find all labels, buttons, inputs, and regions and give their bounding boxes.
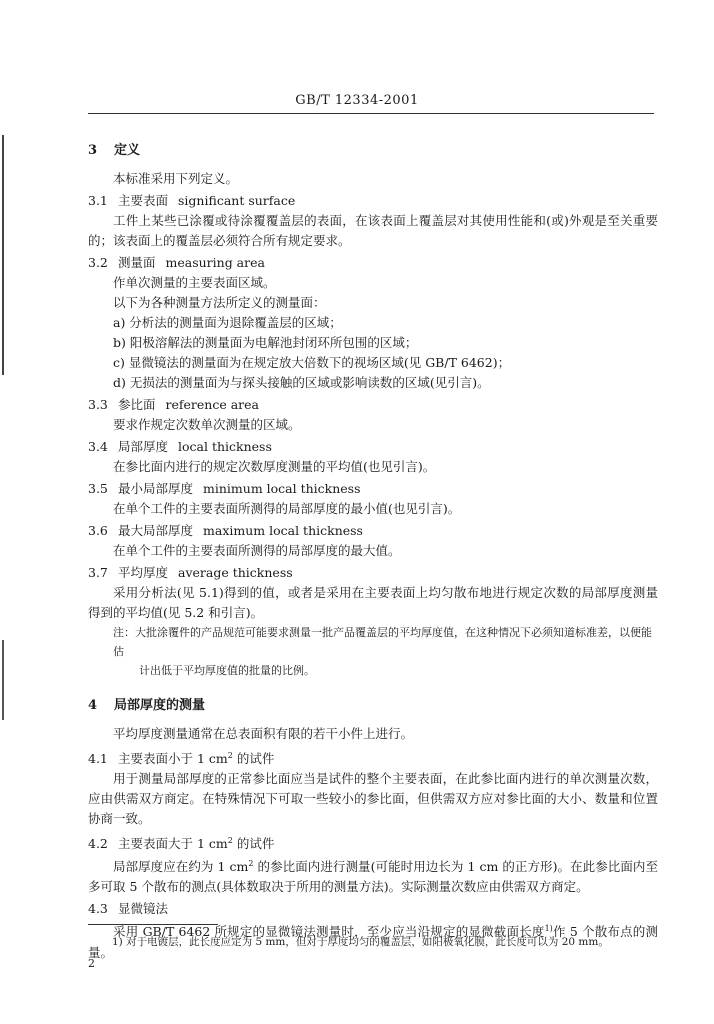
footnote-rule — [88, 924, 218, 925]
subsection-heading: 4.3 显微镜法 — [88, 901, 169, 917]
scan-edge-mark — [2, 640, 4, 720]
paragraph: 局部厚度应在约为 1 $cm^2$ 的参比面内进行测量(可能时用边长为 1 cm 的正方形)。在此参比面内至多可取 5 个散布的测点(具体数取决于所用的测量方法)。实际测量次数应由供需双方商定。 — [88, 859, 658, 895]
list-item: d) 无损法的测量面为与探头接触的区域或影响读数的区域(见引言)。 — [113, 375, 490, 390]
paragraph: 以下为各种测量方法所定义的测量面： — [113, 295, 326, 310]
subsection-heading: 4.2 主要表面大于 1 $cm^2$ 的试件 — [88, 836, 275, 852]
paragraph: 作单次测量的主要表面区域。 — [113, 275, 276, 290]
definition-heading: 3.7 平均厚度 average thickness — [88, 565, 293, 580]
definition-heading: 3.4 局部厚度 local thickness — [88, 439, 272, 454]
paragraph: 采用分析法(见 5.1)得到的值，或者是采用在主要表面上均匀散布地进行规定次数的局部厚度测量得到的平均值(见 5.2 和引言)。 — [88, 585, 658, 620]
list-item: b) 阳极溶解法的测量面为电解池封闭环所包围的区域； — [113, 335, 418, 350]
paragraph: 用于测量局部厚度的正常参比面应当是试件的整个主要表面，在此参比面内进行的单次测量次数，应由供需双方商定。在特殊情况下可取一些较小的参比面，但供需双方应对参比面的大小、数量和位置协商一致。 — [88, 771, 658, 827]
definition-heading: 3.2 测量面 measuring area — [88, 255, 265, 270]
note-label: 注： — [113, 626, 135, 639]
definition-heading: 3.5 最小局部厚度 minimum local thickness — [88, 481, 361, 496]
page-number: 2 — [88, 957, 95, 970]
paragraph: 本标准采用下列定义。 — [113, 171, 239, 186]
note: 注：大批涂覆件的产品规范可能要求测量一批产品覆盖层的平均厚度值，在这种情况下必须知道标准差，以便能估 计出低于平均厚度值的批量的比例。 — [113, 626, 652, 677]
scan-edge-mark — [2, 135, 4, 375]
document-body — [88, 135, 658, 963]
paragraph: 采用 GB/T 6462 所规定的显微镜法测量时，至少应当沿规定的显微截面长度$^{1)}$作 5 个散布点的测量。 — [88, 924, 658, 960]
paragraph: 平均厚度测量通常在总表面积有限的若干小件上进行。 — [113, 726, 414, 741]
page-header: GB/T 12334-2001 — [295, 93, 419, 108]
footnote-ref: 1) — [544, 924, 553, 934]
list-item: c) 显微镜法的测量面为在规定放大倍数下的视场区域(见 GB/T 6462)； — [113, 355, 511, 370]
paragraph: 在参比面内进行的规定次数厚度测量的平均值(也见引言)。 — [113, 459, 436, 474]
subsection-heading: 4.1 主要表面小于 1 $cm^2$ 的试件 — [88, 751, 275, 767]
definition-heading: 3.6 最大局部厚度 maximum local thickness — [88, 523, 363, 538]
section-heading: 3 定义 — [88, 143, 141, 158]
paragraph: 要求作规定次数单次测量的区域。 — [113, 417, 301, 432]
definition-heading: 3.1 主要表面 significant surface — [88, 193, 296, 208]
footnote: 1) 对于电镀层，此长度应定为 5 mm，但对于厚度均匀的覆盖层，如阳极氧化膜，此长度可以为 20 mm。 — [112, 936, 609, 948]
list-item: a) 分析法的测量面为退除覆盖层的区域； — [113, 315, 342, 330]
definition-heading: 3.3 参比面 reference area — [88, 397, 259, 412]
header-rule — [88, 113, 654, 114]
paragraph: 在单个工件的主要表面所测得的局部厚度的最大值。 — [113, 543, 401, 558]
paragraph: 在单个工件的主要表面所测得的局部厚度的最小值(也见引言)。 — [113, 501, 461, 516]
paragraph: 工件上某些已涂覆或待涂覆覆盖层的表面，在该表面上覆盖层对其使用性能和(或)外观是至关重要的；该表面上的覆盖层必须符合所有规定要求。 — [88, 213, 658, 248]
section-heading: 4 局部厚度的测量 — [88, 698, 206, 713]
